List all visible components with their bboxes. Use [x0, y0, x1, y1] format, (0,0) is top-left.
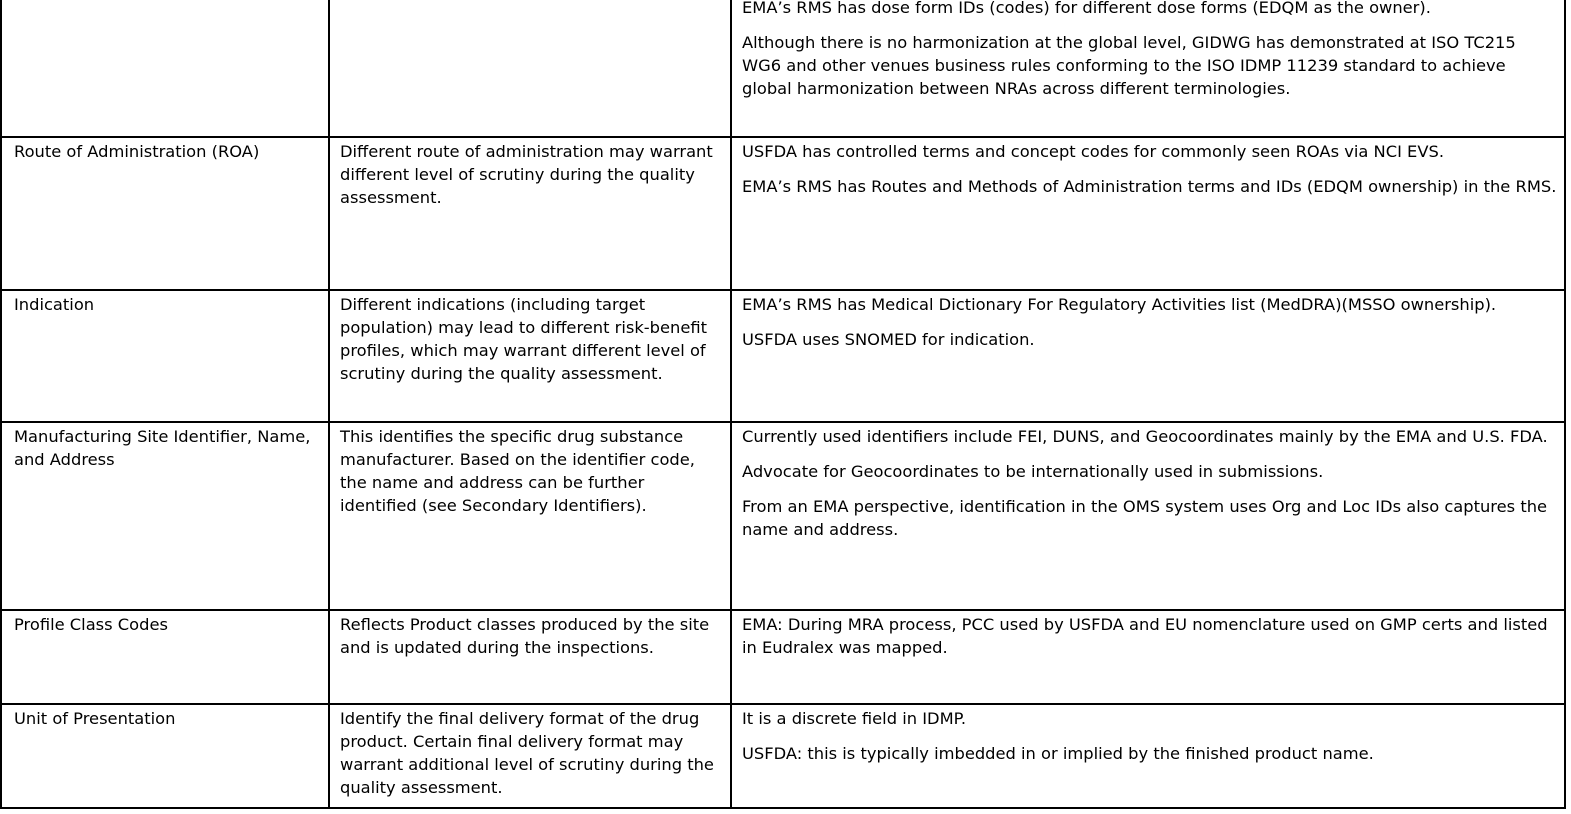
rationale-cell: Different indications (including target population) may lead to different risk-benefit profiles, which may warrant different level of scrutiny during the quality assessment. — [329, 290, 731, 422]
table-row — [1, 290, 1565, 422]
note-paragraph: EMA: During MRA process, PCC used by USFDA and EU nomenclature used on GMP certs and listed in Eudralex was mapped. — [742, 615, 1548, 657]
table-row — [1, 0, 1565, 137]
element-cell: Manufacturing Site Identifier, Name, and Address — [1, 422, 329, 610]
notes-cell — [731, 137, 1565, 290]
notes-cell — [731, 610, 1565, 704]
note-paragraph: USFDA has controlled terms and concept codes for commonly seen ROAs via NCI EVS. — [742, 142, 1444, 161]
element-cell: Unit of Presentation — [1, 704, 329, 808]
note-paragraph: Although there is no harmonization at the global level, GIDWG has demonstrated at ISO TC215 WG6 and other venues business rules conforming to the ISO IDMP 11239 standard to achieve global harmonization between NRAs across different terminologies. — [742, 33, 1516, 98]
element-cell: Profile Class Codes — [1, 610, 329, 704]
note-paragraph: EMA’s RMS has Medical Dictionary For Regulatory Activities list (MedDRA)(MSSO ownership). — [742, 295, 1497, 314]
table-row — [1, 422, 1565, 610]
note-paragraph: USFDA: this is typically imbedded in or implied by the finished product name. — [742, 744, 1374, 763]
table-row — [1, 610, 1565, 704]
rationale-cell — [329, 0, 731, 137]
note-paragraph: EMA’s RMS has Routes and Methods of Administration terms and IDs (EDQM ownership) in the RMS. — [742, 177, 1557, 196]
note-paragraph: Currently used identifiers include FEI, DUNS, and Geocoordinates mainly by the EMA and U.S. FDA. — [742, 427, 1548, 446]
note-paragraph: EMA’s RMS has dose form IDs (codes) for different dose forms (EDQM as the owner). — [742, 0, 1431, 17]
rationale-cell: Reflects Product classes produced by the site and is updated during the inspections. — [329, 610, 731, 704]
table-row — [1, 137, 1565, 290]
notes-cell — [731, 0, 1565, 137]
notes-cell — [731, 704, 1565, 808]
note-paragraph: USFDA uses SNOMED for indication. — [742, 330, 1035, 349]
element-cell: Route of Administration (ROA) — [1, 137, 329, 290]
table-row — [1, 704, 1565, 808]
rationale-cell: This identifies the specific drug substance manufacturer. Based on the identifier code, the name and address can be further identified (see Secondary Identifiers). — [329, 422, 731, 610]
rationale-cell: Different route of administration may warrant different level of scrutiny during the quality assessment. — [329, 137, 731, 290]
rationale-cell: Identify the final delivery format of the drug product. Certain final delivery format may warrant additional level of scrutiny during the quality assessment. — [329, 704, 731, 808]
notes-cell — [731, 422, 1565, 610]
element-cell — [1, 0, 329, 137]
element-cell: Indication — [1, 290, 329, 422]
note-paragraph: It is a discrete field in IDMP. — [742, 709, 967, 728]
note-paragraph: Advocate for Geocoordinates to be internationally used in submissions. — [742, 462, 1324, 481]
notes-cell — [731, 290, 1565, 422]
note-paragraph: From an EMA perspective, identification in the OMS system uses Org and Loc IDs also captures the name and address. — [742, 497, 1548, 539]
